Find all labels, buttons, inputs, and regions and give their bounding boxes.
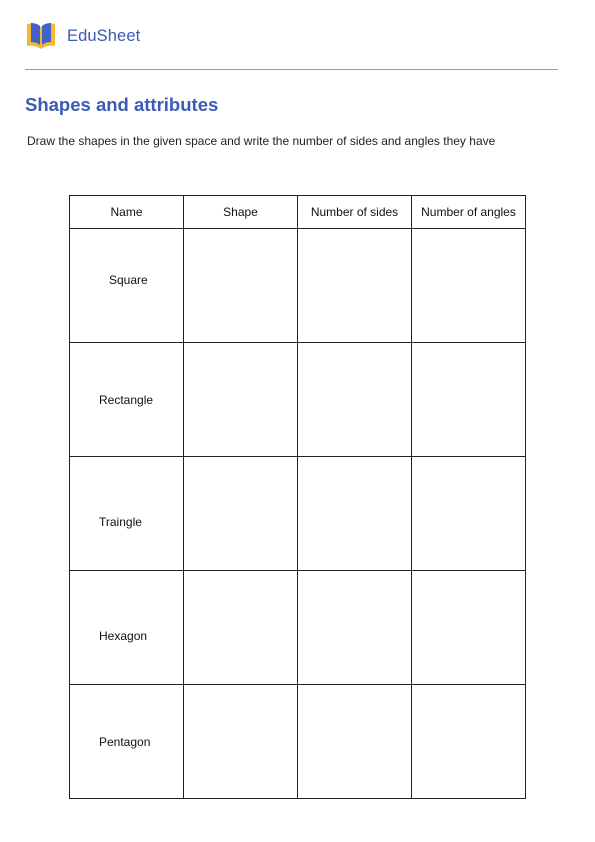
column-header-shape: Shape xyxy=(184,196,298,229)
table-row xyxy=(70,685,526,799)
table-row xyxy=(70,229,526,343)
shape-name: Traingle xyxy=(99,514,142,529)
angles-answer-cell[interactable] xyxy=(412,457,526,571)
shape-drawing-area[interactable] xyxy=(184,571,298,685)
sides-answer-cell[interactable] xyxy=(298,571,412,685)
page-title: Shapes and attributes xyxy=(25,94,219,115)
sides-answer-cell[interactable] xyxy=(298,457,412,571)
column-header-sides: Number of sides xyxy=(298,196,412,229)
header-divider xyxy=(25,69,558,70)
table-row xyxy=(70,343,526,457)
name-cell xyxy=(70,685,184,799)
table-row xyxy=(70,571,526,685)
sides-answer-cell[interactable] xyxy=(298,229,412,343)
brand-name: EduSheet xyxy=(67,26,141,45)
sides-answer-cell[interactable] xyxy=(298,343,412,457)
shape-name: Hexagon xyxy=(99,628,148,643)
open-book-icon xyxy=(25,20,57,52)
name-cell xyxy=(70,457,184,571)
shape-drawing-area[interactable] xyxy=(184,457,298,571)
header xyxy=(25,20,140,52)
angles-answer-cell[interactable] xyxy=(412,685,526,799)
column-header-angles: Number of angles xyxy=(412,196,526,229)
table-header-row xyxy=(70,196,526,229)
angles-answer-cell[interactable] xyxy=(412,229,526,343)
shape-name: Pentagon xyxy=(99,734,151,749)
name-cell xyxy=(70,571,184,685)
column-header-name: Name xyxy=(70,196,184,229)
worksheet-table xyxy=(69,195,526,799)
shape-name: Rectangle xyxy=(99,392,154,407)
angles-answer-cell[interactable] xyxy=(412,571,526,685)
name-cell xyxy=(70,343,184,457)
table-row xyxy=(70,457,526,571)
instructions: Draw the shapes in the given space and write the number of sides and angles they have xyxy=(27,134,496,148)
shape-name: Square xyxy=(109,272,148,287)
angles-answer-cell[interactable] xyxy=(412,343,526,457)
sides-answer-cell[interactable] xyxy=(298,685,412,799)
name-cell xyxy=(70,229,184,343)
